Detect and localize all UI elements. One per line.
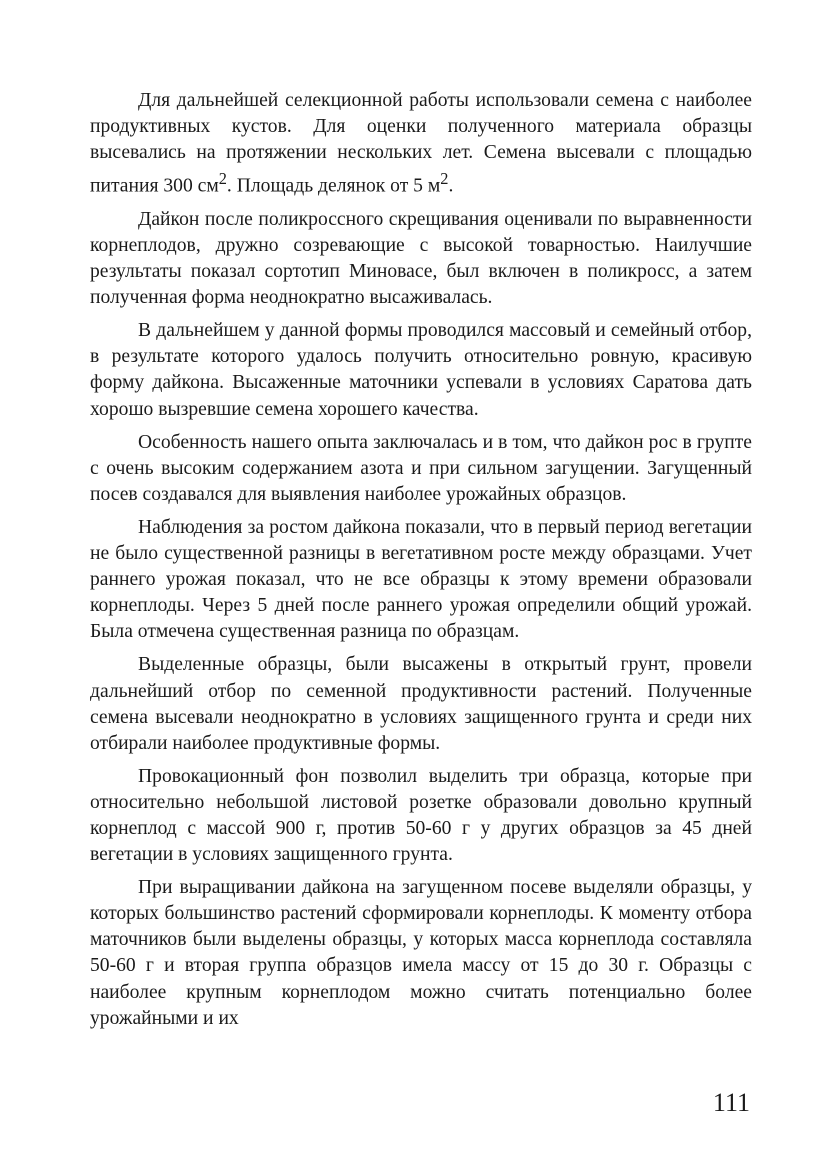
paragraph-6: Выделенные образцы, были высажены в открытый грунт, провели дальнейший отбор по семенной продуктивности растений. Полученные семена высевали неоднократно в условиях защищенного грунта и среди них отбирали наиболее продуктивные формы. <box>90 654 752 754</box>
paragraph-5: Наблюдения за ростом дайкона показали, что в первый период вегетации не было существенной разницы в вегетативном росте между образцами. Учет раннего урожая показал, что не все образцы к этому времени образовали корнеплоды. Через 5 дней после раннего урожая определили общий урожай. Была отмечена существенная разница по образцам. <box>90 516 752 643</box>
superscript-m2: 2 <box>440 169 449 189</box>
paragraph-1 <box>90 88 752 200</box>
paragraph-1-text-a: Для дальнейшей селекционной работы использовали семена с наиболее продуктивных кустов. Для оценки полученного материала образцы высевались на протяжении нескольких лет. Семена высевали с площадью питания 300 см <box>90 90 752 197</box>
page-number: 111 <box>712 1088 750 1117</box>
paragraph-2: Дайкон после поликроссного скрещивания оценивали по выравненности корнеплодов, дружно созревающие с высокой товарностью. Наилучшие результаты показал сортотип Миновасе, был включен в поликросс, а затем полученная форма неоднократно высаживалась. <box>90 208 752 309</box>
paragraph-8: При выращивании дайкона на загущенном посеве выделяли образцы, у которых большинство растений сформировали корнеплоды. К моменту отбора маточников были выделены образцы, у которых масса корнеплода составляла 50-60 г и вторая группа образцов имела массу от 15 до 30 г. Образцы с наиболее крупным корнеплодом можно считать потенциально более урожайными и их <box>90 877 752 1029</box>
paragraph-3: В дальнейшем у данной формы проводился массовый и семейный отбор, в результате которого удалось получить относительно ровную, красивую форму дайкона. Высаженные маточники успевали в условиях Саратова дать хорошо вызревшие семена хорошего качества. <box>90 320 752 420</box>
paragraph-1-text-b: . Площадь делянок от 5 м <box>226 175 441 197</box>
paragraph-7: Провокационный фон позволил выделить три образца, которые при относительно небольшой листовой розетке образовали довольно крупный корнеплод с массой 900 г, против 50-60 г у других образцов за 45 дней вегетации в условиях защищенного грунта. <box>90 765 752 866</box>
superscript-cm2: 2 <box>218 169 227 189</box>
paragraph-4: Особенность нашего опыта заключалась и в том, что дайкон рос в групте с очень высоким содержанием азота и при сильном загущении. Загущенный посев создавался для выявления наиболее урожайных образцов. <box>90 431 752 505</box>
body-text <box>90 88 752 1039</box>
paragraph-1-text-c: . <box>448 175 454 197</box>
